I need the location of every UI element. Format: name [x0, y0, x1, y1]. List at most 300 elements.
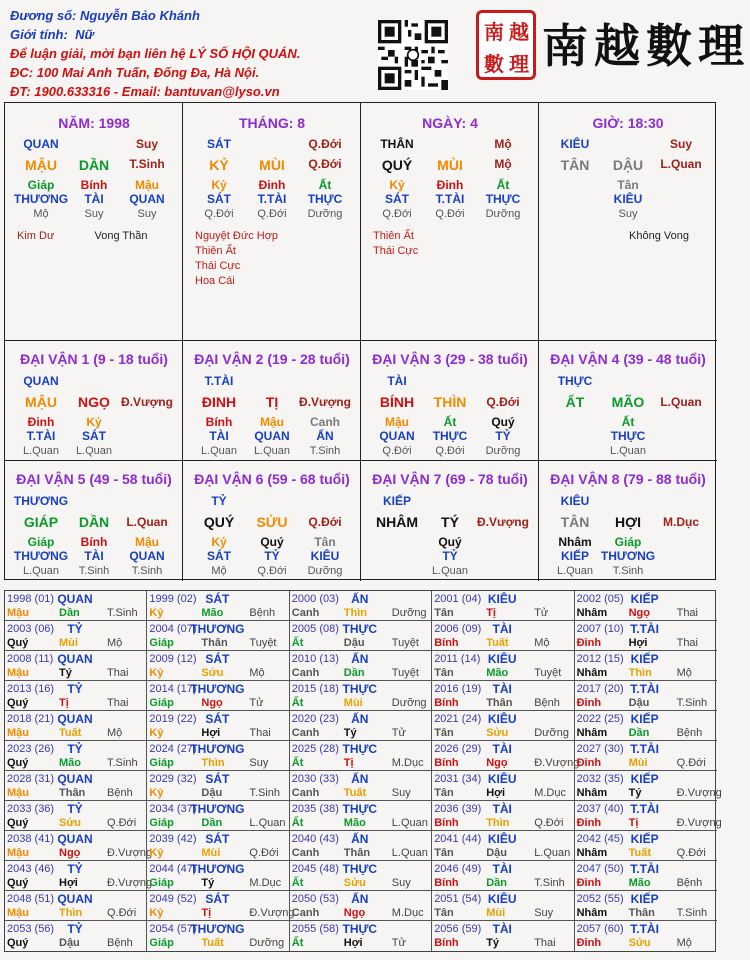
year-cell: [290, 681, 432, 711]
year-stage: Đ.Vượng: [107, 877, 153, 889]
hidden-stem: Nhâm: [558, 535, 592, 549]
year-stem: Quý: [7, 877, 29, 889]
year-stage: Dưỡng: [391, 697, 427, 709]
year-cell: [5, 681, 147, 711]
year-stem: Mậu: [7, 847, 29, 859]
year-stage: Tuyệt: [534, 667, 562, 679]
year-ten-god: THƯƠNG: [190, 622, 245, 636]
year-branch: Mùi: [59, 637, 78, 649]
year-stage: Đ.Vượng: [676, 787, 722, 799]
year-stage: Dưỡng: [249, 937, 285, 949]
year-ten-god: KIẾP: [630, 832, 659, 846]
year-branch: Tý: [59, 667, 72, 679]
spirit-star: Không Vong: [629, 230, 689, 242]
gender-label: Giới tính:: [10, 27, 68, 42]
year-cell: [290, 741, 432, 771]
year-branch: Mùi: [628, 757, 648, 769]
hidden-ten-god: SÁT: [82, 429, 106, 443]
year-cell: [290, 831, 432, 861]
year-label: 2000 (03): [291, 593, 339, 605]
ten-god-label: THÂN: [380, 137, 414, 151]
year-ten-god: QUAN: [57, 652, 93, 666]
year-stage: Tuyệt: [249, 637, 277, 649]
year-stem: Mậu: [7, 607, 29, 619]
year-label: 2056 (59): [434, 923, 482, 935]
year-stage: Thai: [676, 637, 698, 649]
dai-van-title: ĐẠI VẬN 8 (79 - 88 tuổi): [550, 471, 706, 487]
year-ten-god: THƯƠNG: [190, 802, 245, 816]
year-stem: Bính: [434, 877, 459, 889]
year-label: 2006 (09): [434, 623, 482, 635]
hidden-ten-god: KIẾP: [560, 549, 590, 563]
hidden-stage: Dưỡng: [307, 565, 343, 577]
earthly-branch: TÝ: [441, 514, 459, 530]
heavenly-stem: BÍNH: [379, 394, 415, 410]
year-cell: [290, 621, 432, 651]
year-ten-god: SÁT: [205, 772, 230, 786]
year-stem: Đinh: [576, 937, 602, 949]
year-stem: Giáp: [149, 937, 174, 949]
hidden-ten-god: T.TÀI: [257, 192, 287, 206]
year-label: 2051 (54): [434, 893, 482, 905]
hidden-ten-god: TÀI: [209, 429, 229, 443]
stage-label: Suy: [135, 137, 159, 151]
year-stage: Suy: [391, 787, 411, 799]
hidden-ten-god: TỶ: [264, 549, 280, 563]
year-stem: Tân: [434, 907, 454, 919]
year-ten-god: KIẾP: [630, 592, 659, 606]
hidden-stage: L.Quan: [75, 445, 113, 457]
hidden-stem: Đinh: [258, 178, 286, 192]
year-cell: [575, 861, 717, 891]
year-stem: Nhâm: [576, 787, 608, 799]
pillar-title: NĂM: 1998: [58, 115, 130, 131]
year-branch: Tý: [343, 727, 357, 739]
ten-god-label: QUAN: [23, 374, 59, 388]
year-branch: Mùi: [343, 697, 363, 709]
year-ten-god: QUAN: [57, 832, 93, 846]
year-stage: Đ.Vượng: [676, 817, 722, 829]
hidden-stem: Kỷ: [86, 415, 102, 429]
year-branch: Tuất: [628, 847, 651, 859]
year-label: 2042 (45): [576, 833, 624, 845]
dai-van-title: ĐẠI VẬN 4 (39 - 48 tuổi): [550, 351, 706, 367]
hidden-stem: Mậu: [260, 415, 284, 429]
year-branch: Mão: [59, 757, 81, 769]
pillar-title: NGÀY: 4: [422, 115, 478, 131]
year-ten-god: KIÊU: [487, 832, 517, 846]
hidden-stem: Tân: [314, 535, 336, 549]
year-stem: Quý: [7, 817, 29, 829]
year-label: 2053 (56): [7, 923, 55, 935]
year-branch: Thìn: [628, 667, 652, 679]
hidden-stage: T.Sinh: [131, 565, 163, 577]
year-stage: Q.Đới: [676, 847, 706, 859]
hidden-stem: Đinh: [27, 415, 55, 429]
stage-label: Đ.Vượng: [299, 395, 351, 409]
year-stem: Tân: [434, 607, 454, 619]
year-label: 2003 (06): [7, 623, 55, 635]
year-stem: Kỷ: [149, 727, 164, 739]
year-label: 2043 (46): [7, 863, 55, 875]
year-cell: [5, 831, 153, 861]
dai-van-2: [183, 341, 361, 461]
chart-grid: [4, 102, 716, 580]
year-stem: Quý: [7, 937, 29, 949]
year-stage: T.Sinh: [107, 607, 138, 619]
year-ten-god: KIÊU: [487, 712, 517, 726]
hidden-stem: Đinh: [436, 178, 464, 192]
year-stage: Bệnh: [534, 697, 560, 709]
hidden-ten-god: THỰC: [610, 429, 646, 443]
year-ten-god: ẤN: [351, 892, 369, 906]
year-stem: Bính: [434, 937, 459, 949]
year-branch: Sửu: [486, 727, 509, 739]
heavenly-stem: GIÁP: [23, 514, 59, 530]
hidden-ten-god: SÁT: [207, 192, 231, 206]
year-stage: L.Quan: [391, 817, 428, 829]
year-stage: Thai: [107, 697, 129, 709]
year-stage: M.Dục: [391, 907, 424, 919]
year-stem: Mậu: [7, 667, 29, 679]
year-branch: Hợi: [486, 787, 506, 799]
hidden-stage: L.Quan: [22, 445, 60, 457]
year-cell: [147, 921, 289, 951]
qr-code-icon[interactable]: [378, 20, 448, 90]
hidden-stage: Mộ: [33, 208, 49, 220]
year-label: 2047 (50): [576, 863, 624, 875]
year-stem: Kỷ: [149, 787, 164, 799]
year-label: 2041 (44): [434, 833, 482, 845]
year-cell: [575, 831, 717, 861]
stage-label: Suy: [669, 137, 693, 151]
year-label: 2026 (29): [434, 743, 482, 755]
year-ten-god: T.TÀI: [630, 682, 659, 696]
year-stem: Kỷ: [149, 847, 164, 859]
year-label: 2048 (51): [7, 893, 55, 905]
year-stage: Mộ: [107, 637, 123, 649]
year-stage: Tuyệt: [391, 637, 419, 649]
heavenly-stem: TÂN: [560, 157, 590, 173]
year-ten-god: ẤN: [351, 772, 369, 786]
year-label: 2033 (36): [7, 803, 55, 815]
year-branch: Hợi: [59, 877, 78, 889]
year-ten-god: TÀI: [492, 682, 512, 696]
year-stage: Suy: [534, 907, 554, 919]
year-label: 2025 (28): [291, 743, 339, 755]
year-branch: Ngọ: [628, 607, 650, 619]
year-branch: Hợi: [201, 727, 221, 739]
year-branch: Tý: [628, 787, 642, 799]
spirit-star: Thiên Ất: [373, 230, 414, 242]
hidden-stem: Kỷ: [211, 535, 227, 549]
stage-label: Mộ: [494, 137, 512, 151]
year-branch: Dậu: [343, 637, 365, 649]
hidden-ten-god: THƯƠNG: [13, 549, 69, 563]
year-stem: Canh: [291, 727, 320, 739]
year-stage: Mộ: [107, 727, 123, 739]
year-ten-god: QUAN: [57, 712, 93, 726]
year-label: 2039 (42): [149, 833, 197, 845]
year-label: 2036 (39): [434, 803, 482, 815]
year-ten-god: TỶ: [67, 802, 83, 816]
year-ten-god: KIẾP: [630, 892, 659, 906]
year-branch: Thìn: [59, 907, 83, 919]
year-ten-god: SÁT: [205, 652, 230, 666]
year-cell: [575, 891, 717, 921]
year-cell: [5, 861, 153, 891]
year-label: 2017 (20): [576, 683, 624, 695]
owner-name: Nguyễn Bảo Khánh: [80, 8, 200, 23]
year-cell: [432, 801, 574, 831]
year-ten-god: THƯƠNG: [190, 862, 245, 876]
year-stem: Ất: [291, 697, 304, 709]
seal-char: 理: [509, 52, 529, 76]
year-ten-god: TÀI: [492, 742, 512, 756]
stage-label: Mộ: [494, 157, 512, 171]
stage-label: Q.Đới: [308, 137, 342, 151]
heavenly-stem: KỶ: [209, 157, 229, 173]
year-cell: [5, 591, 147, 621]
ten-god-label: KIÊU: [560, 137, 590, 151]
spirit-star: Thái Cực: [373, 245, 419, 257]
stage-label: Đ.Vượng: [121, 395, 173, 409]
year-ten-god: KIÊU: [487, 772, 517, 786]
gender-line: [10, 27, 350, 46]
year-cell: [432, 621, 574, 651]
year-cell: [290, 891, 432, 921]
year-stem: Giáp: [149, 877, 174, 889]
phone-email-line[interactable]: ĐT: 1900.633316 - Email: bantuvan@lyso.vn: [10, 84, 280, 99]
year-label: 2040 (43): [291, 833, 339, 845]
year-branch: Tuất: [201, 937, 224, 949]
hidden-ten-god: THƯƠNG: [13, 192, 69, 206]
year-branch: Mão: [486, 667, 509, 679]
dai-van-title: ĐẠI VẬN 7 (69 - 78 tuổi): [372, 471, 528, 487]
hidden-ten-god: QUAN: [379, 429, 415, 443]
hidden-ten-god: QUAN: [254, 429, 290, 443]
year-cell: [147, 801, 289, 831]
year-ten-god: ẤN: [351, 832, 369, 846]
ten-god-label: TỶ: [211, 494, 227, 508]
year-cell: [5, 741, 147, 771]
year-stage: Thai: [534, 937, 556, 949]
year-branch: Thân: [343, 847, 371, 859]
hidden-stem: Mậu: [135, 178, 159, 192]
year-stage: L.Quan: [391, 847, 428, 859]
year-cell: [5, 771, 147, 801]
year-label: 2045 (48): [291, 863, 339, 875]
year-branch: Mão: [628, 877, 651, 889]
year-branch: Hợi: [628, 637, 648, 649]
dai-van-6: [183, 461, 361, 581]
ten-god-label: TÀI: [387, 374, 407, 388]
pillar-4: [539, 103, 717, 341]
year-stem: Kỷ: [149, 667, 164, 679]
year-cell: [290, 591, 432, 621]
year-stem: Tân: [434, 727, 454, 739]
hidden-ten-god: TÀI: [84, 549, 104, 563]
year-label: 2022 (25): [576, 713, 624, 725]
year-stem: Quý: [7, 757, 29, 769]
year-stem: Tân: [434, 847, 454, 859]
year-stage: Q.Đới: [107, 907, 137, 919]
year-cell: [147, 891, 295, 921]
year-cell: [575, 771, 722, 801]
heavenly-stem: ẤT: [565, 394, 585, 410]
year-ten-god: KIÊU: [487, 592, 517, 606]
year-cell: [147, 621, 289, 651]
year-label: 2015 (18): [291, 683, 339, 695]
year-ten-god: TỶ: [67, 862, 83, 876]
year-branch: Tuất: [59, 727, 82, 739]
stage-label: T.Sinh: [129, 157, 165, 171]
year-ten-god: THỰC: [342, 802, 378, 816]
year-branch: Dần: [628, 727, 650, 739]
year-stem: Canh: [291, 787, 320, 799]
earthly-branch: NGỌ: [78, 394, 110, 410]
hidden-stage: Dưỡng: [485, 445, 521, 457]
ten-god-label: THƯƠNG: [13, 494, 69, 508]
year-cell: [5, 651, 147, 681]
year-branch: Sửu: [201, 667, 224, 679]
year-branch: Dậu: [59, 937, 80, 949]
year-stage: Suy: [391, 877, 411, 889]
year-cell: [432, 771, 574, 801]
year-branch: Dần: [201, 817, 223, 829]
year-stage: Q.Đới: [249, 847, 279, 859]
year-stem: Giáp: [149, 817, 174, 829]
hidden-ten-god: ẤN: [316, 429, 334, 443]
stage-label: Đ.Vượng: [477, 515, 529, 529]
year-stem: Đinh: [576, 817, 602, 829]
year-stem: Mậu: [7, 907, 29, 919]
year-branch: Ngọ: [201, 697, 223, 709]
year-cell: [147, 741, 289, 771]
year-stage: Q.Đới: [676, 757, 706, 769]
year-ten-god: THỰC: [342, 682, 378, 696]
dai-van-title: ĐẠI VẬN 1 (9 - 18 tuổi): [20, 351, 168, 367]
year-cell: [147, 861, 289, 891]
year-stage: Đ.Vượng: [107, 847, 153, 859]
hidden-stem: Giáp: [27, 535, 55, 549]
spirit-star: Nguyệt Đức Hợp: [195, 230, 279, 242]
year-branch: Thân: [201, 637, 228, 649]
year-label: 2027 (30): [576, 743, 624, 755]
year-stage: Bệnh: [676, 877, 703, 889]
year-cell: [575, 681, 717, 711]
hidden-stem: Mậu: [135, 535, 159, 549]
earthly-branch: DẦN: [78, 157, 110, 173]
hidden-ten-god: KIÊU: [613, 192, 643, 206]
year-label: 1999 (02): [149, 593, 197, 605]
hidden-stem: Canh: [310, 415, 340, 429]
year-label: 2001 (04): [434, 593, 482, 605]
hidden-stem: Giáp: [27, 178, 55, 192]
year-branch: Dần: [59, 607, 80, 619]
hidden-ten-god: T.TÀI: [435, 192, 465, 206]
ten-god-label: SÁT: [207, 137, 231, 151]
spirit-star: Hoa Cái: [195, 275, 235, 287]
year-ten-god: TÀI: [492, 802, 512, 816]
year-cell: [575, 921, 717, 951]
hidden-ten-god: TÀI: [84, 192, 104, 206]
year-stage: Dưỡng: [391, 607, 427, 619]
stage-label: L.Quan: [126, 515, 168, 529]
year-stem: Nhâm: [576, 607, 608, 619]
hidden-ten-god: QUAN: [129, 549, 165, 563]
year-stage: T.Sinh: [534, 877, 565, 889]
hidden-stem: Ất: [443, 415, 457, 429]
hidden-stage: L.Quan: [200, 445, 238, 457]
year-cell: [290, 801, 432, 831]
hidden-ten-god: KIÊU: [310, 549, 340, 563]
hidden-stem: Bính: [205, 415, 233, 429]
year-cell: [290, 921, 432, 951]
year-label: 2037 (40): [576, 803, 624, 815]
year-label: 2049 (52): [149, 893, 197, 905]
year-ten-god: TỶ: [67, 742, 83, 756]
yearly-table: [4, 590, 722, 952]
hidden-stage: Dưỡng: [307, 208, 343, 220]
year-stem: Giáp: [149, 697, 174, 709]
year-stem: Canh: [291, 667, 320, 679]
seal-icon: [476, 10, 536, 80]
year-branch: Tuất: [486, 637, 509, 649]
year-ten-god: THỰC: [342, 742, 378, 756]
earthly-branch: HỢI: [615, 514, 641, 530]
year-label: 2030 (33): [291, 773, 339, 785]
year-stem: Tân: [434, 667, 454, 679]
year-stage: M.Dục: [249, 877, 282, 889]
year-stem: Nhâm: [576, 727, 608, 739]
year-label: 2034 (37): [149, 803, 197, 815]
year-stage: M.Dục: [391, 757, 424, 769]
spirit-star: Thiên Ất: [195, 245, 236, 257]
gender-value: Nữ: [75, 27, 94, 42]
year-ten-god: SÁT: [205, 892, 230, 906]
year-branch: Ngọ: [486, 757, 508, 769]
hidden-stage: Q.Đới: [382, 445, 412, 457]
year-branch: Thìn: [201, 757, 225, 769]
year-ten-god: KIÊU: [487, 652, 517, 666]
pillar-title: GIỜ: 18:30: [592, 115, 664, 131]
dai-van-1: [5, 341, 183, 461]
year-label: 2021 (24): [434, 713, 482, 725]
year-stem: Ất: [291, 757, 304, 769]
heavenly-stem: QUÝ: [381, 157, 413, 173]
earthly-branch: TỊ: [265, 394, 279, 410]
year-cell: [575, 711, 717, 741]
ten-god-label: T.TÀI: [204, 374, 234, 388]
year-stem: Ất: [291, 937, 304, 949]
heavenly-stem: ĐINH: [201, 394, 237, 410]
year-branch: Mão: [343, 817, 366, 829]
year-label: 2012 (15): [576, 653, 624, 665]
hidden-stem: Ất: [496, 178, 510, 192]
year-stem: Kỷ: [149, 907, 164, 919]
year-stage: L.Quan: [534, 847, 571, 859]
year-ten-god: QUAN: [57, 592, 93, 606]
hidden-stem: Bính: [80, 178, 108, 192]
year-ten-god: THỰC: [342, 862, 378, 876]
year-branch: Tý: [486, 937, 500, 949]
year-ten-god: TỶ: [67, 622, 83, 636]
hidden-ten-god: T.TÀI: [26, 429, 56, 443]
brand-logo: [476, 8, 750, 82]
year-stage: T.Sinh: [676, 697, 708, 709]
year-ten-god: KIẾP: [630, 772, 659, 786]
